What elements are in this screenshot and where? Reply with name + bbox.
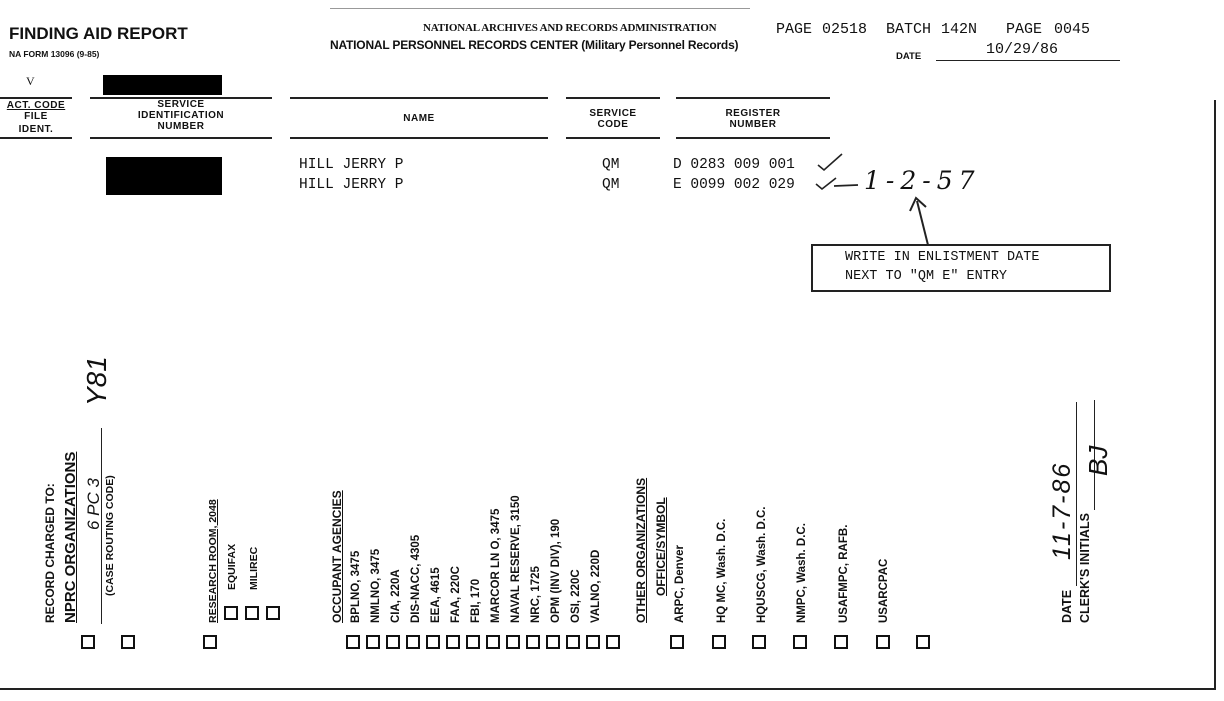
checkbox-nprc[interactable]: [81, 635, 95, 649]
occupant-4: EEA, 4615: [430, 567, 442, 623]
date-label: DATE: [896, 51, 922, 62]
col-ident: IDENT.: [18, 124, 54, 135]
handwriting-checks: [812, 148, 872, 196]
arrow-up-icon: [904, 195, 938, 247]
checkbox-occ-9[interactable]: [526, 635, 540, 649]
instruction-box: [811, 244, 1111, 292]
form-number: NA FORM 13096 (9-85): [9, 49, 100, 59]
checkbox-occ-1[interactable]: [366, 635, 380, 649]
col-rule-name-bottom: [290, 137, 548, 139]
date-underline: [936, 60, 1120, 61]
checkbox-other-0[interactable]: [670, 635, 684, 649]
checkbox-occ-2[interactable]: [386, 635, 400, 649]
checkbox-research[interactable]: [203, 635, 217, 649]
checkbox-occ-8[interactable]: [506, 635, 520, 649]
top-frame: [330, 8, 750, 9]
equifax-checkbox[interactable]: [224, 606, 238, 620]
equifax-label: EQUIFAX: [226, 543, 238, 590]
checkbox-other-1[interactable]: [712, 635, 726, 649]
checkbox-occ-11[interactable]: [566, 635, 580, 649]
col-rule-reg: [676, 97, 830, 99]
research-extra-checkbox[interactable]: [266, 606, 280, 620]
research-room: RESEARCH ROOM, 2048: [207, 499, 219, 623]
occupant-5: FAA, 220C: [450, 566, 462, 623]
other-org-5: USARCPAC: [878, 558, 890, 623]
routing-code-hw-2: Y81: [81, 356, 112, 406]
v-mark: V: [26, 74, 35, 88]
page-label-1: PAGE: [776, 21, 813, 38]
redaction-ssn: [106, 157, 222, 195]
occupant-agencies-title: OCCUPANT AGENCIES: [330, 490, 344, 623]
occupant-2: CIA, 220A: [390, 569, 402, 623]
col-file: FILE: [24, 111, 48, 122]
charge-date-label: DATE: [1060, 589, 1074, 623]
charged-label: RECORD CHARGED TO:: [43, 483, 57, 623]
routing-code-label: (CASE ROUTING CODE): [104, 475, 116, 596]
other-org-4: USAFMPC, RAFB.: [838, 524, 850, 623]
col-rule-act-bottom: [0, 137, 72, 139]
report-title: FINDING AID REPORT: [9, 24, 188, 43]
charge-date-line: [1076, 402, 1077, 586]
milirec-label: MILIREC: [248, 546, 260, 590]
checkbox-occ-4[interactable]: [426, 635, 440, 649]
enlistment-date: 1-2-57: [864, 166, 981, 195]
checkbox-occ-7[interactable]: [486, 635, 500, 649]
batch-value: 142N: [941, 21, 978, 38]
checkbox-other-5[interactable]: [876, 635, 890, 649]
occupant-10: OPM (INV DIV), 190: [550, 518, 562, 623]
col-act-code: ACT. CODE: [6, 100, 66, 111]
office-symbol-label: OFFICE/SYMBOL: [654, 497, 668, 596]
row-2-name: HILL JERRY P: [299, 177, 404, 193]
col-name: NAME: [403, 113, 435, 124]
other-organizations-title: OTHER ORGANIZATIONS: [634, 477, 648, 623]
row-2-code: QM: [602, 177, 620, 193]
col-rule-reg-bottom: [676, 137, 830, 139]
occupant-9: NRC, 1725: [530, 566, 542, 623]
occupant-6: FBI, 170: [470, 578, 482, 623]
col-rule-svc: [566, 97, 660, 99]
routing-code-line: [101, 428, 102, 624]
col-service-code: SERVICE CODE: [589, 108, 637, 130]
instruction-line-2: NEXT TO "QM E" ENTRY: [845, 269, 1008, 284]
col-rule-name: [290, 97, 548, 99]
bottom-frame: [0, 688, 1216, 690]
occupant-7: MARCOR LN O, 3475: [490, 508, 502, 623]
checkbox-other-2[interactable]: [752, 635, 766, 649]
occupant-1: NMLNO, 3475: [370, 548, 382, 623]
checkbox-routing[interactable]: [121, 635, 135, 649]
other-org-1: HQ MC, Wash. D.C.: [716, 518, 728, 623]
nprc-organizations: NPRC ORGANIZATIONS: [62, 451, 79, 623]
clerk-initials-label: CLERK'S INITIALS: [1078, 513, 1092, 623]
clerk-initials-hw: BJ: [1083, 445, 1113, 476]
center-line: NATIONAL PERSONNEL RECORDS CENTER (Military Personnel Records): [330, 38, 739, 52]
row-1-code: QM: [602, 157, 620, 173]
date-value: 10/29/86: [986, 41, 1059, 58]
occupant-8: NAVAL RESERVE, 3150: [510, 495, 522, 623]
col-rule-act: [0, 97, 72, 99]
row-1-name: HILL JERRY P: [299, 157, 404, 173]
checkbox-other-6[interactable]: [916, 635, 930, 649]
instruction-line-1: WRITE IN ENLISTMENT DATE: [845, 250, 1040, 265]
other-org-3: NMPC, Wash. D.C.: [796, 523, 808, 623]
redaction-top: [103, 75, 222, 95]
checkbox-occ-0[interactable]: [346, 635, 360, 649]
page-label-2: PAGE: [1006, 21, 1043, 38]
agency-line: NATIONAL ARCHIVES AND RECORDS ADMINISTRATION: [423, 22, 717, 34]
col-rule-sid-bottom: [90, 137, 272, 139]
col-register: REGISTER NUMBER: [725, 108, 781, 130]
checkbox-other-3[interactable]: [793, 635, 807, 649]
other-org-2: HQUSCG, Wash. D.C.: [756, 506, 768, 623]
batch-label: BATCH: [886, 21, 932, 38]
other-org-0: ARPC, Denver: [674, 545, 686, 623]
right-frame: [1214, 100, 1216, 690]
occupant-3: DIS-NACC, 4305: [410, 534, 422, 623]
milirec-checkbox[interactable]: [245, 606, 259, 620]
checkbox-occ-3[interactable]: [406, 635, 420, 649]
row-1-register: D 0283 009 001: [673, 157, 795, 173]
checkbox-occ-12[interactable]: [586, 635, 600, 649]
checkbox-occ-13[interactable]: [606, 635, 620, 649]
page-value-2: 0045: [1054, 21, 1091, 38]
occupant-0: BPLNO, 3475: [350, 550, 362, 623]
col-service-id: SERVICE IDENTIFICATION NUMBER: [137, 99, 225, 132]
routing-code-hw: 6 PC 3: [84, 478, 103, 530]
col-rule-svc-bottom: [566, 137, 660, 139]
checkbox-occ-5[interactable]: [446, 635, 460, 649]
row-2-register: E 0099 002 029: [673, 177, 795, 193]
checkbox-other-4[interactable]: [834, 635, 848, 649]
charge-date-hw: 11-7-86: [1048, 461, 1076, 560]
checkbox-occ-6[interactable]: [466, 635, 480, 649]
occupant-11: OSI, 220C: [570, 569, 582, 623]
page-value-1: 02518: [822, 21, 868, 38]
occupant-12: VALNO, 220D: [590, 549, 602, 623]
checkbox-occ-10[interactable]: [546, 635, 560, 649]
